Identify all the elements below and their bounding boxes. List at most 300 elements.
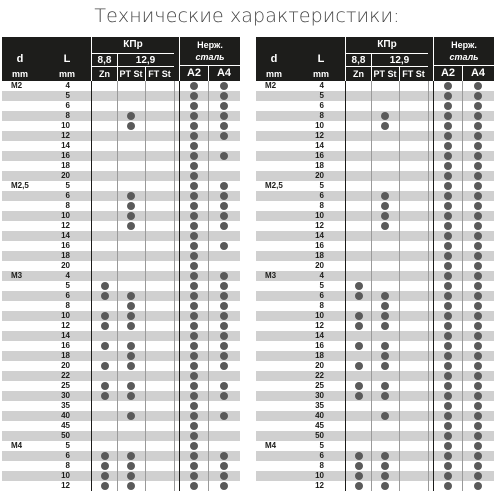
- cell-length: 18: [61, 251, 70, 260]
- availability-dot-a2: [444, 142, 452, 150]
- cell-length: 5: [319, 441, 324, 450]
- availability-dot-pt: [127, 112, 135, 120]
- table-row: [2, 101, 240, 111]
- table-row: [2, 191, 240, 201]
- availability-dot-a2: [444, 152, 452, 160]
- table-row: [2, 121, 240, 131]
- availability-dot-a4: [220, 182, 228, 190]
- cell-length: 45: [315, 421, 324, 430]
- availability-dot-pt: [127, 462, 135, 470]
- availability-dot-zn: [101, 462, 109, 470]
- availability-dot-a4: [474, 342, 482, 350]
- cell-diameter: M3: [265, 271, 277, 280]
- cell-length: 4: [65, 271, 70, 280]
- cell-length: 20: [61, 261, 70, 270]
- cell-length: 22: [315, 371, 324, 380]
- availability-dot-pt: [381, 452, 389, 460]
- availability-dot-zn: [101, 292, 109, 300]
- header-d: d: [16, 53, 24, 65]
- availability-dot-a2: [190, 142, 198, 150]
- availability-dot-pt: [381, 342, 389, 350]
- availability-dot-a4: [220, 342, 228, 350]
- availability-dot-a4: [220, 152, 228, 160]
- table-row: [256, 481, 494, 491]
- table-row: [256, 351, 494, 361]
- availability-dot-a2: [444, 412, 452, 420]
- table-row: [2, 411, 240, 421]
- availability-dot-a2: [190, 82, 198, 90]
- header-d-unit: mm: [11, 69, 28, 79]
- table-header: [256, 37, 494, 81]
- availability-dot-a4: [220, 452, 228, 460]
- column-divider: [462, 81, 463, 491]
- availability-dot-a2: [444, 362, 452, 370]
- availability-dot-a2: [190, 212, 198, 220]
- availability-dot-a4: [474, 212, 482, 220]
- header-grade-12-9: 12,9: [135, 55, 156, 66]
- availability-dot-a2: [190, 202, 198, 210]
- availability-dot-a4: [474, 292, 482, 300]
- availability-dot-a4: [220, 462, 228, 470]
- availability-dot-a4: [220, 92, 228, 100]
- availability-dot-a2: [444, 222, 452, 230]
- table-row: [2, 131, 240, 141]
- availability-dot-a2: [190, 472, 198, 480]
- table-row: [2, 291, 240, 301]
- cell-length: 10: [315, 211, 324, 220]
- cell-length: 8: [65, 301, 70, 310]
- availability-dot-a2: [444, 112, 452, 120]
- table-row: [2, 261, 240, 271]
- table-row: [256, 81, 494, 91]
- table-row: [2, 471, 240, 481]
- page-title: Технические характеристики:: [94, 5, 400, 27]
- spec-table: [2, 37, 240, 491]
- availability-dot-a4: [474, 232, 482, 240]
- availability-dot-a2: [444, 272, 452, 280]
- cell-length: 6: [319, 101, 324, 110]
- table-row: [2, 351, 240, 361]
- table-row: [2, 451, 240, 461]
- cell-diameter: M2: [11, 81, 23, 90]
- availability-dot-a2: [444, 232, 452, 240]
- table-row: [256, 171, 494, 181]
- availability-dot-a2: [190, 162, 198, 170]
- table-row: [256, 311, 494, 321]
- cell-length: 5: [319, 281, 324, 290]
- cell-length: 6: [319, 291, 324, 300]
- availability-dot-a4: [474, 372, 482, 380]
- cell-length: 20: [61, 361, 70, 370]
- availability-dot-pt: [381, 382, 389, 390]
- availability-dot-a4: [474, 362, 482, 370]
- availability-dot-a2: [444, 312, 452, 320]
- cell-length: 40: [61, 411, 70, 420]
- availability-dot-a4: [220, 132, 228, 140]
- cell-diameter: M2,5: [265, 181, 283, 190]
- table-row: [2, 381, 240, 391]
- cell-diameter: M2: [265, 81, 277, 90]
- availability-dot-a2: [444, 392, 452, 400]
- availability-dot-a4: [474, 302, 482, 310]
- table-row: [256, 151, 494, 161]
- availability-dot-a4: [474, 352, 482, 360]
- table-row: [2, 431, 240, 441]
- cell-length: 6: [319, 451, 324, 460]
- header-col-a4: A4: [216, 67, 232, 79]
- availability-dot-zn: [355, 482, 363, 490]
- availability-dot-a4: [220, 282, 228, 290]
- availability-dot-a2: [190, 292, 198, 300]
- table-row: [2, 331, 240, 341]
- availability-dot-a2: [444, 422, 452, 430]
- availability-dot-a4: [220, 222, 228, 230]
- header-col-ft-st: FT St: [148, 69, 171, 79]
- table-row: [2, 301, 240, 311]
- cell-length: 14: [61, 231, 70, 240]
- availability-dot-a2: [444, 82, 452, 90]
- availability-dot-zn: [355, 462, 363, 470]
- availability-dot-zn: [101, 482, 109, 490]
- table-row: [256, 91, 494, 101]
- table-row: [256, 391, 494, 401]
- availability-dot-zn: [355, 282, 363, 290]
- availability-dot-a2: [444, 332, 452, 340]
- table-row: [2, 231, 240, 241]
- availability-dot-a4: [220, 382, 228, 390]
- cell-length: 8: [319, 461, 324, 470]
- availability-dot-a2: [190, 392, 198, 400]
- availability-dot-zn: [355, 342, 363, 350]
- availability-dot-a2: [444, 242, 452, 250]
- availability-dot-a4: [220, 332, 228, 340]
- cell-length: 18: [61, 351, 70, 360]
- availability-dot-pt: [127, 362, 135, 370]
- cell-length: 18: [315, 161, 324, 170]
- table-row: [256, 361, 494, 371]
- table-row: [2, 201, 240, 211]
- table-row: [2, 481, 240, 491]
- availability-dot-pt: [381, 122, 389, 130]
- availability-dot-a4: [474, 162, 482, 170]
- header-grade-8-8: 8,8: [351, 55, 366, 66]
- availability-dot-a4: [474, 172, 482, 180]
- cell-length: 10: [61, 311, 70, 320]
- header-group-stainless: Нерж.: [197, 40, 223, 50]
- availability-dot-a2: [444, 342, 452, 350]
- cell-length: 25: [61, 381, 70, 390]
- table-header: [2, 37, 240, 81]
- table-row: [256, 221, 494, 231]
- table-row: [2, 371, 240, 381]
- table-row: [2, 81, 240, 91]
- cell-length: 35: [315, 401, 324, 410]
- availability-dot-a4: [474, 442, 482, 450]
- table-row: [256, 121, 494, 131]
- table-row: [256, 451, 494, 461]
- availability-dot-pt: [381, 302, 389, 310]
- availability-dot-a2: [190, 282, 198, 290]
- table-row: [2, 251, 240, 261]
- cell-length: 4: [319, 81, 324, 90]
- availability-dot-pt: [127, 382, 135, 390]
- table-row: [256, 111, 494, 121]
- availability-dot-pt: [127, 342, 135, 350]
- column-divider: [145, 81, 146, 491]
- availability-dot-pt: [381, 352, 389, 360]
- cell-length: 8: [319, 301, 324, 310]
- table-row: [2, 361, 240, 371]
- availability-dot-a2: [190, 422, 198, 430]
- header-grade-8-8: 8,8: [97, 55, 112, 66]
- availability-dot-a2: [190, 322, 198, 330]
- table-row: [2, 241, 240, 251]
- table-row: [256, 411, 494, 421]
- availability-dot-a4: [474, 112, 482, 120]
- availability-dot-a2: [444, 202, 452, 210]
- availability-dot-a4: [220, 472, 228, 480]
- availability-dot-a4: [220, 292, 228, 300]
- cell-length: 22: [61, 371, 70, 380]
- table-row: [2, 271, 240, 281]
- availability-dot-a2: [190, 372, 198, 380]
- availability-dot-pt: [127, 292, 135, 300]
- table-row: [256, 461, 494, 471]
- table-row: [256, 421, 494, 431]
- availability-dot-a2: [444, 472, 452, 480]
- availability-dot-pt: [381, 462, 389, 470]
- availability-dot-zn: [355, 392, 363, 400]
- table-row: [256, 341, 494, 351]
- availability-dot-a4: [474, 392, 482, 400]
- availability-dot-a2: [190, 362, 198, 370]
- availability-dot-a2: [190, 402, 198, 410]
- availability-dot-pt: [127, 302, 135, 310]
- cell-length: 12: [61, 221, 70, 230]
- availability-dot-a4: [474, 402, 482, 410]
- availability-dot-a4: [220, 192, 228, 200]
- header-d-unit: mm: [265, 69, 282, 79]
- availability-dot-a4: [220, 352, 228, 360]
- availability-dot-a2: [444, 252, 452, 260]
- availability-dot-a4: [474, 92, 482, 100]
- availability-dot-a4: [220, 122, 228, 130]
- table-row: [256, 161, 494, 171]
- cell-length: 8: [65, 111, 70, 120]
- availability-dot-zn: [355, 312, 363, 320]
- column-divider: [179, 81, 180, 491]
- cell-length: 6: [65, 101, 70, 110]
- availability-dot-a2: [190, 382, 198, 390]
- table-row: [2, 171, 240, 181]
- header-l: L: [63, 53, 71, 65]
- table-row: [2, 181, 240, 191]
- header-l: L: [317, 53, 325, 65]
- cell-length: 35: [61, 401, 70, 410]
- cell-length: 5: [65, 441, 70, 450]
- table-row: [256, 201, 494, 211]
- availability-dot-a2: [444, 92, 452, 100]
- availability-dot-a2: [190, 462, 198, 470]
- header-col-zn: Zn: [99, 69, 110, 79]
- availability-dot-pt: [127, 412, 135, 420]
- cell-length: 8: [319, 111, 324, 120]
- cell-length: 40: [315, 411, 324, 420]
- cell-length: 50: [315, 431, 324, 440]
- availability-dot-zn: [355, 362, 363, 370]
- availability-dot-a2: [190, 442, 198, 450]
- availability-dot-a4: [474, 332, 482, 340]
- cell-diameter: M4: [11, 441, 23, 450]
- availability-dot-pt: [127, 472, 135, 480]
- availability-dot-a4: [474, 382, 482, 390]
- header-group-stainless: Нерж.: [451, 40, 477, 50]
- availability-dot-pt: [127, 212, 135, 220]
- header-col-pt-st: PT St: [119, 69, 143, 79]
- availability-dot-a4: [474, 192, 482, 200]
- table-row: [2, 111, 240, 121]
- availability-dot-a2: [190, 252, 198, 260]
- header-group-stainless-2: сталь: [449, 52, 479, 62]
- availability-dot-pt: [127, 192, 135, 200]
- table-row: [2, 221, 240, 231]
- table-row: [256, 181, 494, 191]
- availability-dot-a4: [220, 82, 228, 90]
- header-grade-12-9: 12,9: [389, 55, 410, 66]
- availability-dot-a2: [190, 452, 198, 460]
- availability-dot-a2: [444, 482, 452, 490]
- availability-dot-zn: [101, 282, 109, 290]
- availability-dot-zn: [355, 382, 363, 390]
- cell-length: 30: [315, 391, 324, 400]
- cell-length: 10: [61, 121, 70, 130]
- availability-dot-a4: [474, 182, 482, 190]
- cell-length: 8: [65, 201, 70, 210]
- availability-dot-a2: [190, 332, 198, 340]
- cell-length: 16: [315, 241, 324, 250]
- cell-length: 18: [315, 351, 324, 360]
- table-row: [2, 341, 240, 351]
- cell-length: 16: [315, 151, 324, 160]
- availability-dot-a2: [444, 172, 452, 180]
- table-row: [256, 371, 494, 381]
- availability-dot-a2: [444, 402, 452, 410]
- availability-dot-a4: [220, 302, 228, 310]
- availability-dot-a2: [190, 432, 198, 440]
- availability-dot-zn: [101, 362, 109, 370]
- availability-dot-a2: [444, 432, 452, 440]
- availability-dot-a2: [444, 282, 452, 290]
- availability-dot-a4: [474, 252, 482, 260]
- table-row: [256, 431, 494, 441]
- availability-dot-a2: [190, 222, 198, 230]
- cell-length: 18: [315, 251, 324, 260]
- availability-dot-a2: [444, 322, 452, 330]
- availability-dot-a4: [474, 462, 482, 470]
- header-group-kpr: КПр: [123, 39, 143, 50]
- table-row: [256, 101, 494, 111]
- header-col-a4: A4: [470, 67, 486, 79]
- cell-length: 20: [61, 171, 70, 180]
- availability-dot-a2: [190, 232, 198, 240]
- availability-dot-a4: [220, 242, 228, 250]
- availability-dot-a4: [220, 392, 228, 400]
- table-row: [2, 281, 240, 291]
- availability-dot-zn: [355, 292, 363, 300]
- cell-diameter: M3: [11, 271, 23, 280]
- cell-length: 12: [315, 221, 324, 230]
- table-row: [2, 421, 240, 431]
- availability-dot-a2: [190, 102, 198, 110]
- table-row: [256, 321, 494, 331]
- availability-dot-a4: [474, 202, 482, 210]
- availability-dot-a4: [474, 432, 482, 440]
- spec-table: [256, 37, 494, 491]
- table-row: [256, 131, 494, 141]
- availability-dot-a2: [444, 452, 452, 460]
- availability-dot-a2: [190, 112, 198, 120]
- availability-dot-pt: [381, 112, 389, 120]
- availability-dot-a2: [190, 152, 198, 160]
- cell-length: 12: [315, 481, 324, 490]
- availability-dot-a2: [190, 132, 198, 140]
- availability-dot-pt: [127, 482, 135, 490]
- availability-dot-pt: [381, 292, 389, 300]
- availability-dot-pt: [127, 222, 135, 230]
- availability-dot-a4: [220, 202, 228, 210]
- table-row: [256, 291, 494, 301]
- availability-dot-a2: [190, 352, 198, 360]
- table-row: [256, 141, 494, 151]
- availability-dot-a4: [474, 422, 482, 430]
- cell-diameter: M4: [265, 441, 277, 450]
- availability-dot-zn: [101, 322, 109, 330]
- cell-length: 6: [319, 191, 324, 200]
- availability-dot-zn: [101, 452, 109, 460]
- availability-dot-a4: [474, 272, 482, 280]
- column-divider: [91, 81, 92, 491]
- availability-dot-a4: [220, 412, 228, 420]
- header-l-unit: mm: [312, 69, 329, 79]
- availability-dot-a4: [474, 282, 482, 290]
- availability-dot-pt: [381, 192, 389, 200]
- cell-length: 20: [315, 361, 324, 370]
- availability-dot-pt: [127, 122, 135, 130]
- availability-dot-pt: [381, 412, 389, 420]
- table-row: [256, 471, 494, 481]
- availability-dot-a2: [444, 102, 452, 110]
- availability-dot-a2: [190, 182, 198, 190]
- table-row: [2, 461, 240, 471]
- availability-dot-zn: [101, 382, 109, 390]
- cell-length: 14: [61, 141, 70, 150]
- table-row: [256, 261, 494, 271]
- cell-length: 5: [319, 181, 324, 190]
- availability-dot-zn: [355, 322, 363, 330]
- table-row: [2, 211, 240, 221]
- availability-dot-a2: [190, 192, 198, 200]
- availability-dot-pt: [381, 392, 389, 400]
- availability-dot-a2: [444, 352, 452, 360]
- cell-length: 10: [315, 471, 324, 480]
- cell-length: 12: [61, 321, 70, 330]
- table-row: [2, 401, 240, 411]
- table-row: [256, 381, 494, 391]
- column-divider: [399, 81, 400, 491]
- column-divider: [433, 81, 434, 491]
- availability-dot-a2: [444, 382, 452, 390]
- availability-dot-zn: [355, 472, 363, 480]
